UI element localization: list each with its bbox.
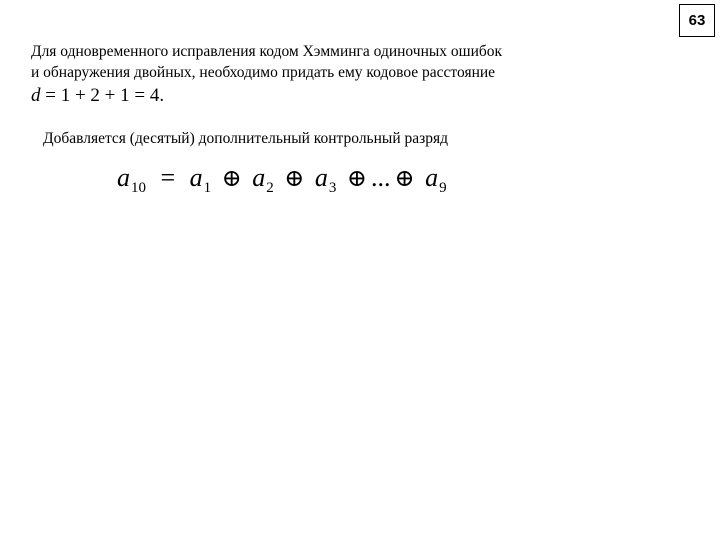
page-number: 63 xyxy=(679,4,715,37)
xor-operator: ⊕ xyxy=(221,166,242,192)
equals-sign: = xyxy=(160,163,176,192)
term-3-variable: a xyxy=(314,163,328,192)
added-check-bit-text: Добавляется (десятый) дополнительный контрольный разряд xyxy=(43,130,449,147)
intro-line-1: Для одновременного исправления кодом Хэмминга одиночных ошибок xyxy=(31,43,503,60)
last-term-variable: a xyxy=(425,163,439,192)
xor-operator: ⊕ xyxy=(284,166,305,192)
parity-bit-formula xyxy=(117,160,447,206)
code-distance-formula xyxy=(31,84,671,108)
xor-operator: ⊕ xyxy=(346,166,367,192)
lhs-variable: a xyxy=(117,163,130,192)
term-1-subscript: 1 xyxy=(203,180,212,196)
xor-operator: ⊕ xyxy=(394,166,415,192)
intro-paragraph xyxy=(31,41,671,108)
term-3-subscript: 3 xyxy=(328,180,337,196)
lhs-subscript: 10 xyxy=(131,180,146,196)
code-distance-variable: d xyxy=(31,85,41,106)
term-2-subscript: 2 xyxy=(266,180,274,196)
intro-line-2: и обнаружения двойных, необходимо придать ему кодовое расстояние xyxy=(31,64,496,81)
last-term-subscript: 9 xyxy=(439,180,447,196)
term-1-variable: a xyxy=(189,163,203,192)
code-distance-expression: = 1 + 2 + 1 = 4. xyxy=(40,85,165,106)
ellipsis: ... xyxy=(371,163,391,192)
term-2-variable: a xyxy=(252,163,266,192)
